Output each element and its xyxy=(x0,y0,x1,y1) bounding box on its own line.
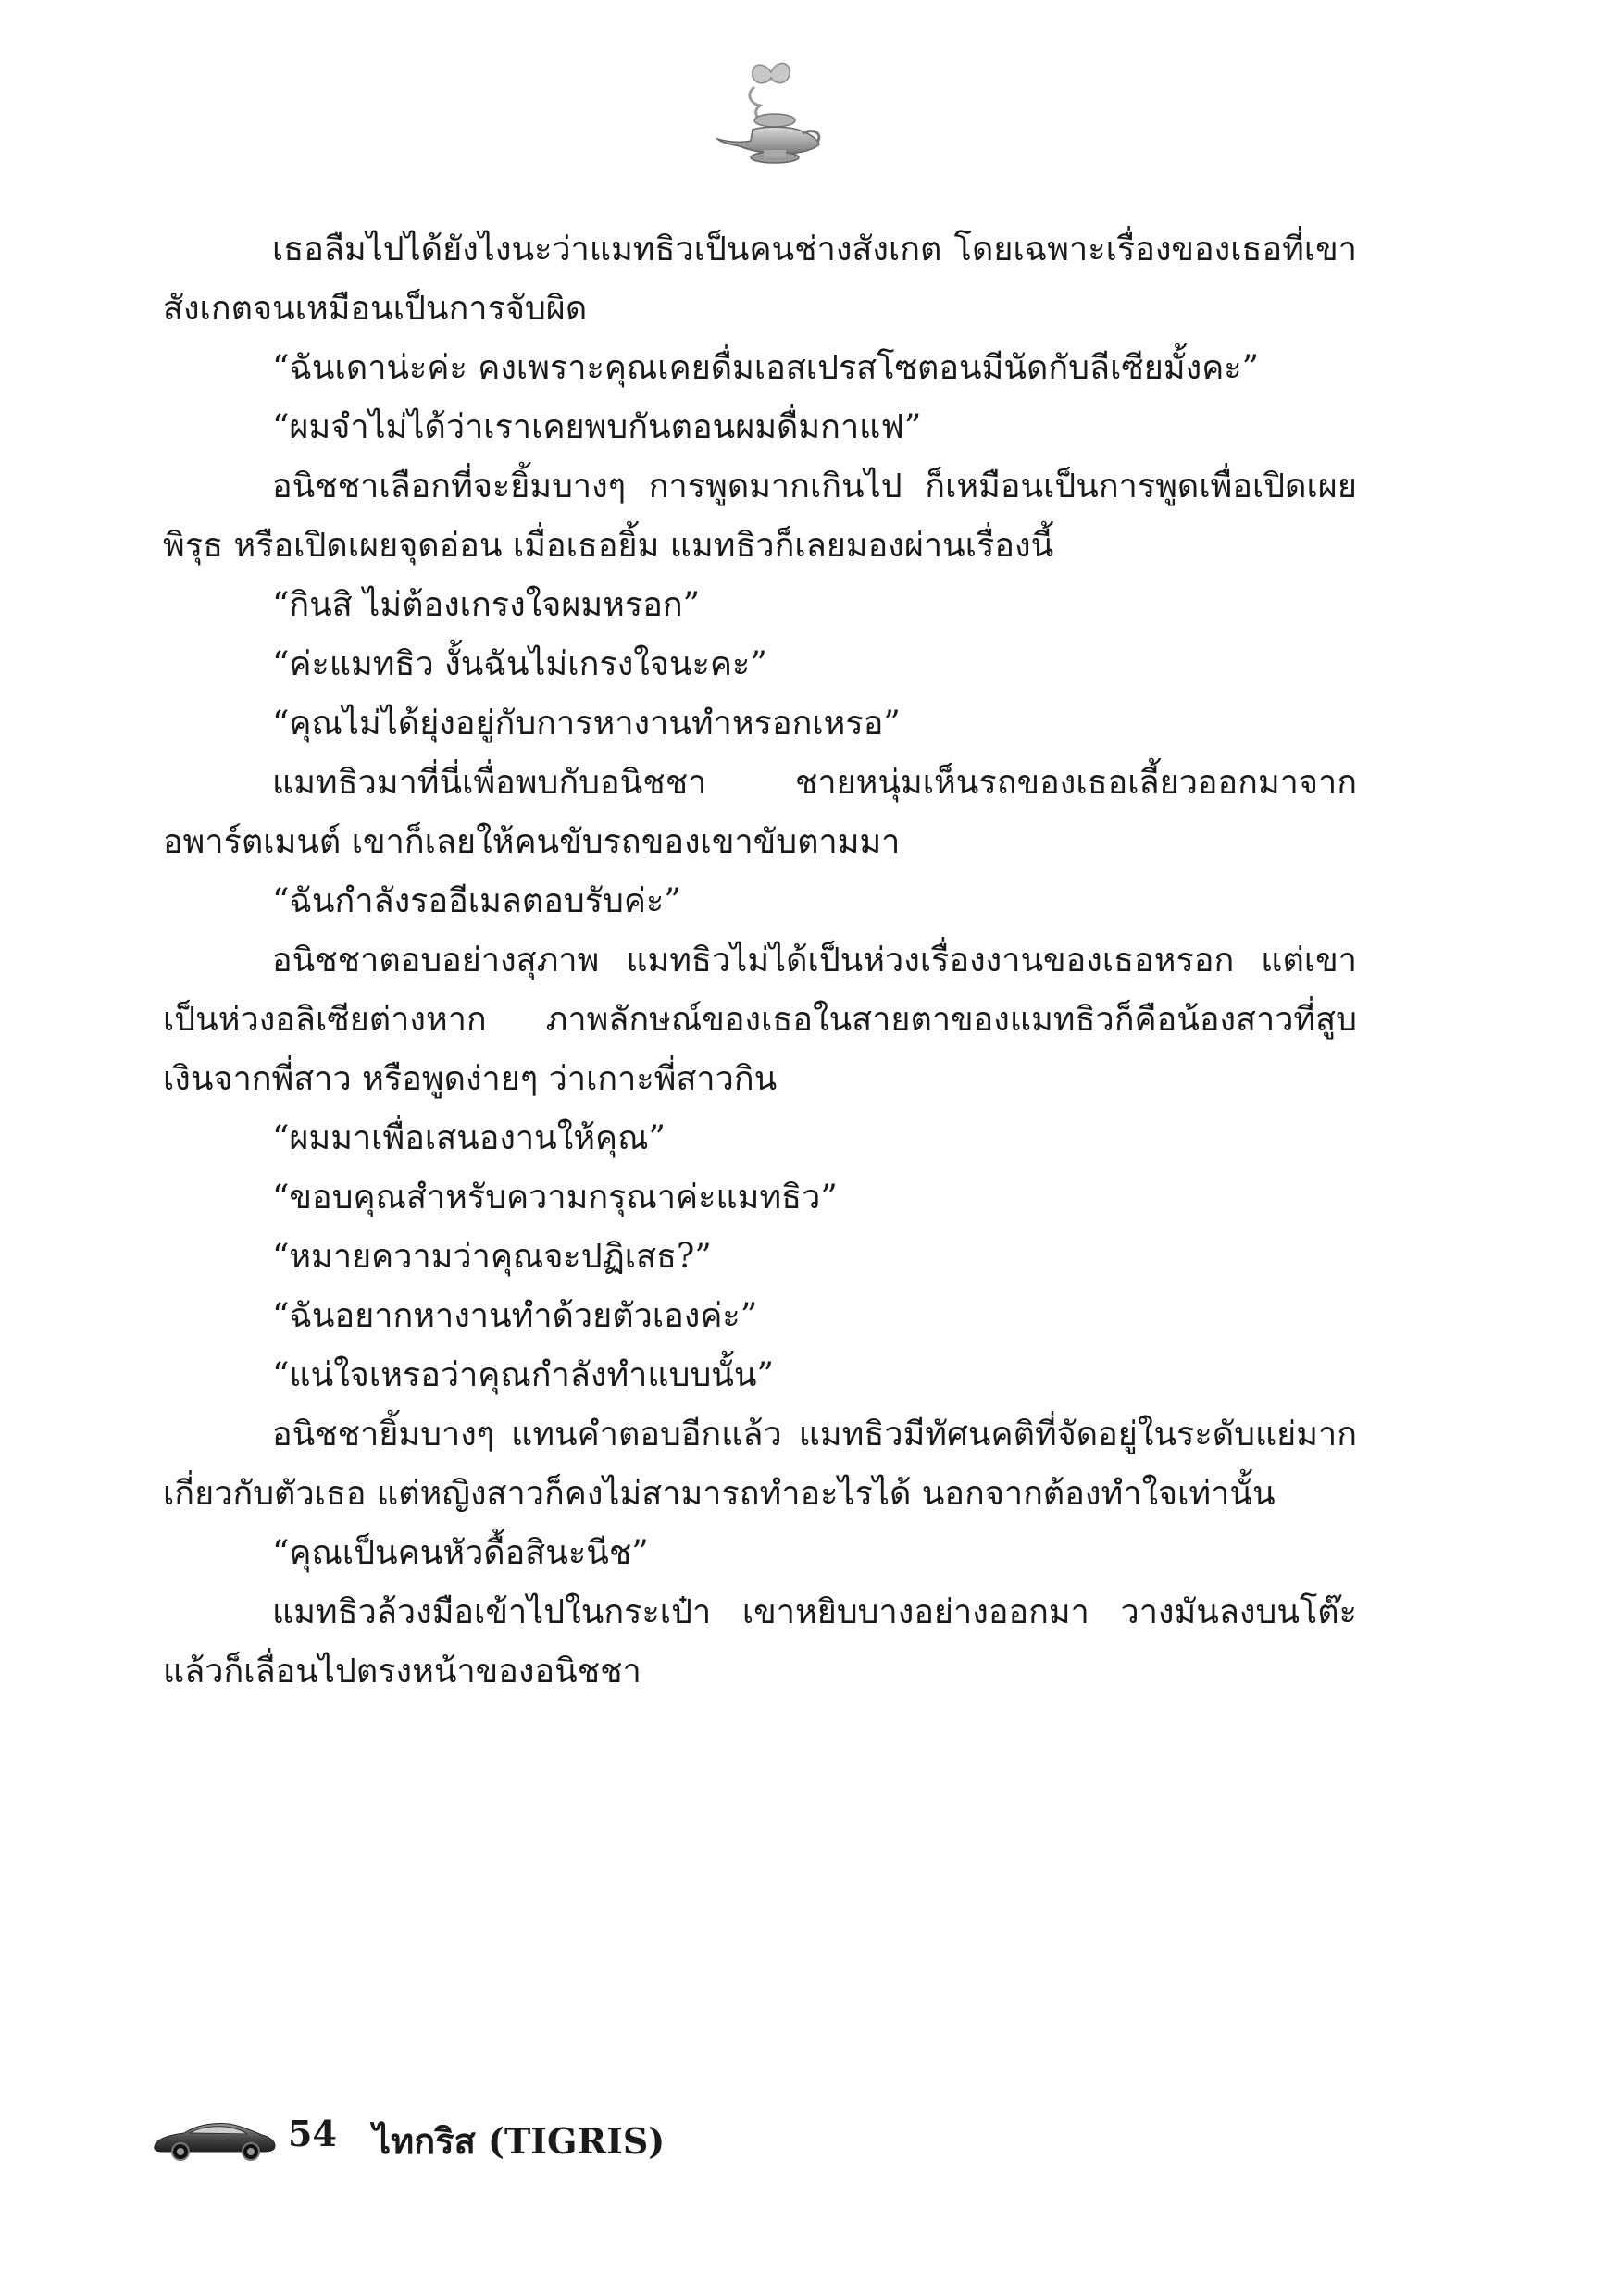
paragraph: อนิชชาตอบอย่างสุภาพ แมทธิวไม่ได้เป็นห่วงเรื่องงานของเธอหรอก แต่เขาเป็นห่วงอลิเซียต่างหาก ภาพลักษณ์ของเธอในสายตาของแมทธิวก็คือน้องสาวที่สูบเงินจากพี่สาว หรือพูดง่ายๆ ว่าเกาะพี่สาวกิน xyxy=(163,942,1357,1098)
paragraph: “ขอบคุณสำหรับความกรุณาค่ะแมทธิว” xyxy=(272,1179,838,1217)
paragraph: “แน่ใจเหรอว่าคุณกำลังทำแบบนั้น” xyxy=(272,1356,774,1394)
paragraph: เธอลืมไปได้ยังไงนะว่าแมทธิวเป็นคนช่างสังเกต โดยเฉพาะเรื่องของเธอที่เขาสังเกตจนเหมือนเป็นการจับผิด xyxy=(163,231,1357,328)
page-number: 54 xyxy=(288,2113,337,2154)
body-text xyxy=(163,220,1357,1702)
paragraph: แมทธิวมาที่นี่เพื่อพบกับอนิชชา ชายหนุ่มเห็นรถของเธอเลี้ยวออกมาจากอพาร์ตเมนต์ เขาก็เลยให้คนขับรถของเขาขับตามมา xyxy=(163,764,1357,861)
paragraph: “กินสิ ไม่ต้องเกรงใจผมหรอก” xyxy=(272,586,701,624)
paragraph: “ฉันเดาน่ะค่ะ คงเพราะคุณเคยดื่มเอสเปรสโซตอนมีนัดกับลีเซียมั้งคะ” xyxy=(272,349,1260,387)
paragraph: อนิชชาเลือกที่จะยิ้มบางๆ การพูดมากเกินไป ก็เหมือนเป็นการพูดเพื่อเปิดเผยพิรุธ หรือเปิดเผยจุดอ่อน เมื่อเธอยิ้ม แมทธิวก็เลยมองผ่านเรื่องนี้ xyxy=(163,468,1357,565)
sports-car-icon xyxy=(151,2115,277,2163)
paragraph: “ฉันอยากหางานทำด้วยตัวเองค่ะ” xyxy=(272,1297,758,1335)
paragraph: “คุณไม่ได้ยุ่งอยู่กับการหางานทำหรอกเหรอ” xyxy=(272,705,901,742)
paragraph: “ผมมาเพื่อเสนองานให้คุณ” xyxy=(272,1119,666,1157)
page-footer xyxy=(151,2100,799,2183)
paragraph: อนิชชายิ้มบางๆ แทนคำตอบอีกแล้ว แมทธิวมีทัศนคติที่จัดอยู่ในระดับแย่มากเกี่ยวกับตัวเธอ แต่หญิงสาวก็คงไม่สามารถทำอะไรได้ นอกจากต้องทำใจเท่านั้น xyxy=(163,1416,1357,1513)
genie-lamp-icon xyxy=(699,54,828,179)
paragraph: “คุณเป็นคนหัวดื้อสินะนีช” xyxy=(272,1534,649,1572)
paragraph: “ค่ะแมทธิว งั้นฉันไม่เกรงใจนะคะ” xyxy=(272,645,767,683)
paragraph: “หมายความว่าคุณจะปฏิเสธ?” xyxy=(272,1238,712,1276)
paragraph: “ผมจำไม่ได้ว่าเราเคยพบกันตอนผมดื่มกาแฟ” xyxy=(272,408,922,446)
paragraph: แมทธิวล้วงมือเข้าไปในกระเป๋า เขาหยิบบางอย่างออกมา วางมันลงบนโต๊ะ แล้วก็เลื่อนไปตรงหน้าของอนิชชา xyxy=(163,1593,1357,1691)
book-title: ไทกริส (TIGRIS) xyxy=(373,2120,666,2162)
paragraph: “ฉันกำลังรออีเมลตอบรับค่ะ” xyxy=(272,882,681,920)
